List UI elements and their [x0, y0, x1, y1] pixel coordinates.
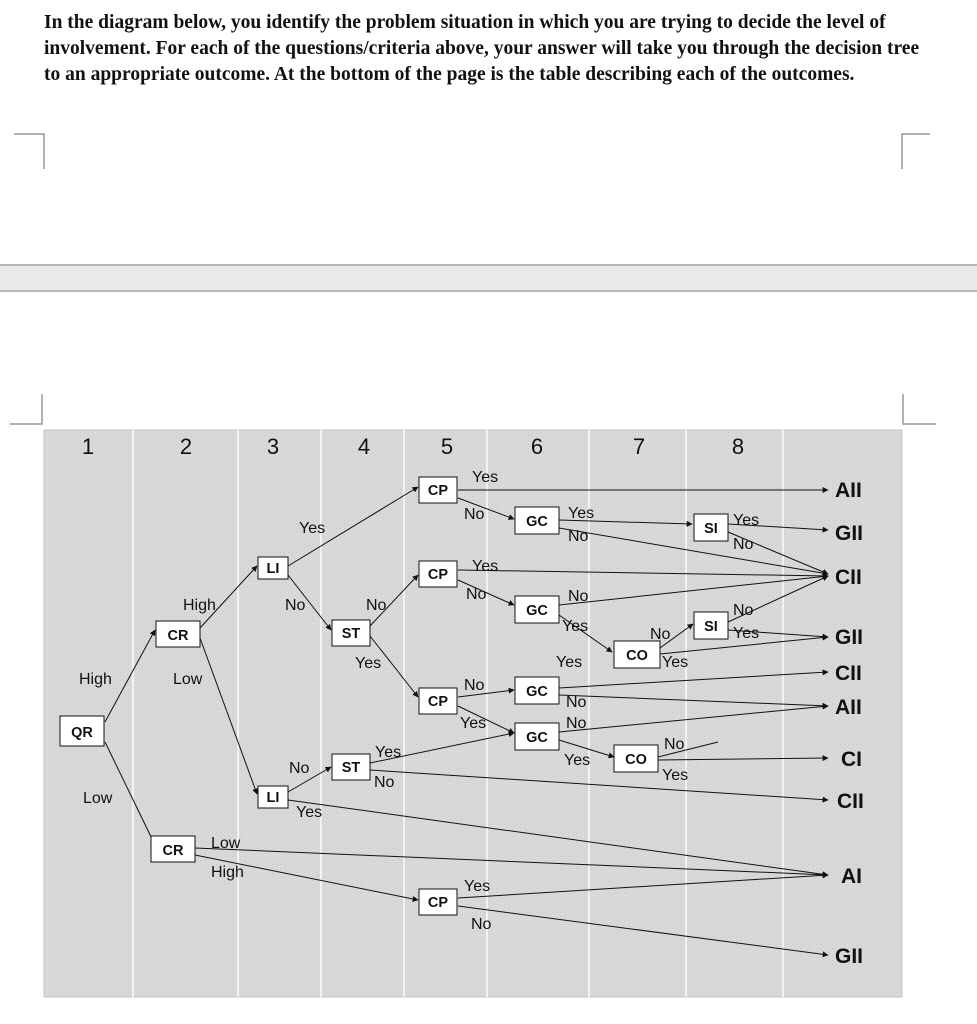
branch-label: No	[568, 588, 589, 605]
branch-label: Yes	[564, 752, 591, 769]
node-qr	[60, 716, 104, 746]
node-cr-high	[156, 621, 200, 647]
branch-label: No	[566, 694, 587, 711]
column-header: 2	[179, 434, 193, 459]
branch-label: Low	[211, 835, 241, 852]
branch-label: Yes	[662, 654, 689, 671]
branch-label: Low	[83, 790, 113, 807]
svg-text:CR: CR	[162, 843, 184, 859]
svg-text:CP: CP	[427, 694, 449, 710]
node-st-bottom	[332, 754, 370, 780]
branch-label: No	[466, 586, 487, 603]
outcome-label: CII	[837, 790, 864, 813]
outcome-label: CI	[841, 748, 862, 771]
node-gc-1	[515, 507, 559, 534]
branch-label: No	[285, 597, 306, 614]
svg-text:CP: CP	[427, 895, 449, 911]
branch-label: High	[79, 671, 112, 688]
node-cr-low	[151, 836, 195, 862]
branch-label: No	[650, 626, 671, 643]
branch-label: Yes	[375, 744, 402, 761]
branch-label: No	[289, 760, 310, 777]
svg-text:ST: ST	[341, 626, 361, 642]
node-cp-1	[419, 477, 457, 503]
column-header: 6	[530, 434, 544, 459]
node-cp-2	[419, 561, 457, 587]
branch-label: No	[464, 506, 485, 523]
column-header: 4	[357, 434, 371, 459]
branch-label: Yes	[296, 804, 323, 821]
column-header: 3	[266, 434, 280, 459]
branch-label: No	[568, 528, 589, 545]
svg-text:GC: GC	[526, 684, 548, 700]
branch-label: Low	[173, 671, 203, 688]
svg-text:CP: CP	[427, 483, 449, 499]
svg-text:CR: CR	[167, 628, 189, 644]
branch-label: No	[366, 597, 387, 614]
branch-label: No	[664, 736, 685, 753]
branch-label: Yes	[460, 715, 487, 732]
node-si-2	[694, 612, 728, 639]
svg-text:CO: CO	[625, 752, 647, 768]
node-cp-3	[419, 688, 457, 714]
svg-text:QR: QR	[71, 725, 93, 741]
branch-label: No	[471, 916, 492, 933]
branch-label: Yes	[562, 618, 589, 635]
branch-label: High	[211, 864, 244, 881]
branch-label: Yes	[355, 655, 382, 672]
node-gc-4	[515, 723, 559, 750]
node-gc-3	[515, 677, 559, 704]
outcome-label: GII	[835, 522, 864, 545]
svg-text:ST: ST	[341, 760, 361, 776]
node-li-bottom	[258, 786, 288, 808]
svg-text:CP: CP	[427, 567, 449, 583]
branch-label: No	[374, 774, 395, 791]
node-si-1	[694, 514, 728, 541]
branch-label: No	[733, 602, 754, 619]
column-header: 8	[731, 434, 745, 459]
outcome-label: AII	[835, 479, 862, 502]
node-st-top	[332, 620, 370, 646]
svg-text:GC: GC	[526, 730, 548, 746]
svg-text:GC: GC	[526, 514, 548, 530]
outcome-label: AII	[835, 696, 862, 719]
branch-label: Yes	[464, 878, 491, 895]
node-li-top	[258, 557, 288, 579]
branch-label: No	[733, 536, 754, 553]
svg-text:SI: SI	[704, 521, 718, 537]
column-header: 5	[440, 434, 454, 459]
instruction-paragraph: In the diagram below, you identify the problem situation in which you are trying to decide the level of involvement. For each of the questions/criteria above, your answer will take you through the decision tree to an appropriate outcome. At the bottom of the page is the table describing each of the outcomes.	[44, 12, 920, 85]
outcome-label: AI	[841, 865, 862, 888]
outcome-label: GII	[835, 626, 864, 649]
branch-label: High	[183, 597, 216, 614]
node-co-2	[614, 745, 658, 772]
outcome-label: CII	[835, 662, 862, 685]
branch-label: Yes	[662, 767, 689, 784]
svg-text:LI: LI	[266, 561, 280, 577]
node-gc-2	[515, 596, 559, 623]
svg-text:LI: LI	[266, 790, 280, 806]
branch-label: No	[464, 677, 485, 694]
branch-label: Yes	[568, 505, 595, 522]
node-cp-4	[419, 889, 457, 915]
branch-label: Yes	[472, 469, 499, 486]
branch-label: Yes	[733, 512, 760, 529]
svg-text:SI: SI	[704, 619, 718, 635]
outcome-label: GII	[835, 945, 864, 968]
column-header: 7	[632, 434, 646, 459]
svg-text:CO: CO	[626, 648, 648, 664]
outcome-label: CII	[835, 566, 862, 589]
branch-label: No	[566, 715, 587, 732]
node-co-1	[614, 641, 660, 668]
branch-label: Yes	[556, 654, 583, 671]
svg-text:GC: GC	[526, 603, 548, 619]
branch-label: Yes	[472, 558, 499, 575]
column-header: 1	[81, 434, 95, 459]
branch-label: Yes	[299, 520, 326, 537]
branch-label: Yes	[733, 625, 760, 642]
